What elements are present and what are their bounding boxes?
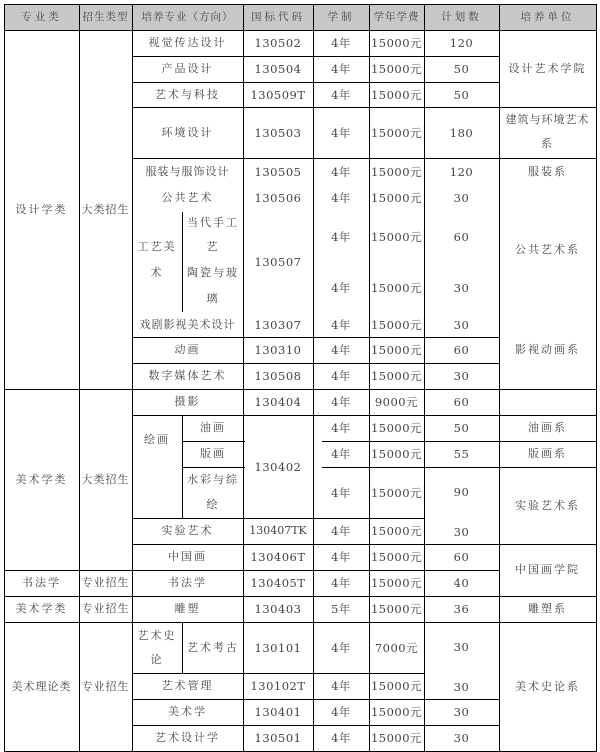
major-cell: 艺术管理: [161, 679, 214, 692]
painting-label: 绘画: [144, 433, 170, 446]
plan-cell: 60: [453, 395, 470, 409]
plan-cell: 30: [453, 318, 470, 332]
tuition-cell: 15000元: [370, 165, 423, 179]
duration-cell: 4年: [331, 165, 351, 179]
tuition-cell: 15000元: [370, 602, 423, 616]
code-cell: 130504: [254, 62, 302, 76]
major-cell: 公共艺术: [161, 191, 214, 204]
tuition-cell: 15000元: [370, 230, 423, 244]
plan-cell: 90: [453, 485, 470, 499]
major-cell: 书法学: [168, 576, 207, 589]
unit-cell: 服装系: [528, 165, 567, 178]
sub-major-cell: 当代手工: [187, 216, 239, 229]
admission-cell: 专业招生: [81, 679, 130, 693]
tuition-cell: 15000元: [370, 421, 423, 435]
sub-major-cell: 水彩与综: [187, 473, 239, 486]
duration-cell: 4年: [331, 705, 351, 719]
plan-cell: 30: [453, 191, 470, 205]
code-cell: 130503: [254, 125, 302, 140]
unit-cell: 系: [541, 137, 554, 150]
unit-cell: 建筑与环境艺术: [505, 113, 590, 126]
major-cell: 美术学: [168, 705, 207, 718]
tuition-cell: 15000元: [370, 281, 423, 295]
admission-cell: 专业招生: [81, 576, 130, 589]
tuition-cell: 15000元: [370, 576, 423, 590]
grid-line: [182, 467, 245, 468]
tuition-cell: 15000元: [370, 447, 423, 461]
header-admission-type: 招生类型: [82, 11, 129, 23]
plan-cell: 60: [453, 550, 470, 564]
header-code: 国标代码: [251, 11, 305, 23]
tuition-cell: 9000元: [374, 395, 419, 409]
duration-cell: 4年: [331, 318, 351, 332]
tuition-cell: 15000元: [370, 87, 423, 102]
duration-cell: 4年: [331, 640, 351, 655]
code-cell: 130406T: [250, 550, 306, 564]
major-cell: 数字媒体艺术: [148, 369, 227, 382]
unit-cell: 雕塑系: [528, 602, 567, 615]
major-cell: 动画: [174, 343, 201, 356]
sub-major-cell: 璃: [206, 292, 220, 305]
duration-cell: 4年: [331, 191, 351, 205]
admission-cell: 大类招生: [81, 202, 130, 216]
plan-cell: 50: [453, 421, 470, 435]
tuition-cell: 15000元: [370, 343, 423, 357]
major-cell: 中国画: [168, 550, 207, 563]
admission-cell: 专业招生: [81, 602, 130, 615]
grid-line: [596, 4, 597, 752]
major-cell: 视觉传达设计: [148, 36, 227, 49]
plan-cell: 55: [453, 447, 470, 461]
major-cell: 实验艺术: [161, 524, 214, 537]
code-cell: 130505: [254, 165, 302, 179]
major-cell: 戏剧影视美术设计: [139, 318, 236, 331]
duration-cell: 4年: [331, 485, 351, 500]
plan-cell: 30: [453, 731, 470, 745]
code-cell: 130407TK: [249, 524, 307, 537]
sub-major-cell: 油画: [200, 421, 226, 434]
sub-major-cell: 版画: [200, 447, 226, 460]
major-cell: 产品设计: [161, 62, 214, 75]
code-cell: 130401: [254, 705, 302, 719]
craft-label: 术: [150, 266, 164, 279]
plan-cell: 60: [453, 343, 470, 357]
header-duration: 学制: [327, 11, 355, 23]
tuition-cell: 7000元: [374, 640, 419, 655]
plan-cell: 30: [453, 705, 470, 719]
duration-cell: 4年: [331, 369, 351, 383]
history-label: 论: [150, 653, 164, 666]
tuition-cell: 15000元: [370, 191, 423, 205]
code-cell: 130509T: [250, 87, 306, 102]
code-cell: 130403: [254, 602, 302, 616]
sub-major-cell: 艺术考古: [187, 640, 239, 654]
sub-major-cell: 艺: [206, 240, 220, 253]
code-cell: 130101: [254, 640, 302, 655]
code-cell: 130404: [254, 395, 302, 409]
header-category: 专业类: [21, 11, 62, 23]
code-cell: 130507: [254, 255, 302, 269]
duration-cell: 4年: [331, 421, 351, 435]
category-cell: 美术学类: [15, 602, 68, 615]
tuition-cell: 15000元: [370, 125, 423, 140]
major-cell: 服装与服饰设计: [145, 165, 230, 178]
major-cell: 雕塑: [174, 602, 201, 615]
tuition-cell: 15000元: [370, 36, 423, 50]
unit-cell: 中国画学院: [515, 563, 580, 576]
category-cell: 美术理论类: [11, 679, 72, 693]
plan-cell: 180: [449, 125, 474, 140]
code-cell: 130501: [254, 731, 302, 745]
duration-cell: 5年: [331, 602, 351, 616]
plan-cell: 40: [453, 576, 470, 590]
tuition-cell: 15000元: [370, 369, 423, 383]
tuition-cell: 15000元: [370, 524, 423, 538]
craft-label: 工艺美: [137, 240, 177, 253]
duration-cell: 4年: [331, 731, 351, 745]
category-cell: 设计学类: [15, 202, 68, 216]
category-cell: 书法学: [22, 576, 61, 589]
unit-cell: 美术史论系: [515, 679, 580, 693]
code-cell: 130405T: [250, 576, 306, 590]
major-cell: 艺术与科技: [155, 87, 220, 101]
duration-cell: 4年: [331, 87, 351, 102]
plan-cell: 30: [453, 680, 470, 694]
header-tuition: 学年学费: [373, 11, 420, 23]
code-cell: 130307: [254, 318, 302, 332]
plan-cell: 120: [449, 165, 474, 179]
duration-cell: 4年: [331, 576, 351, 590]
duration-cell: 4年: [331, 62, 351, 76]
major-cell: 艺术设计学: [155, 731, 220, 744]
unit-cell: 油画系: [528, 421, 567, 434]
tuition-cell: 15000元: [370, 62, 423, 76]
plan-cell: 30: [453, 281, 470, 295]
tuition-cell: 15000元: [370, 550, 423, 564]
major-cell: 摄影: [174, 395, 201, 408]
unit-cell: 版画系: [528, 447, 567, 460]
tuition-cell: 15000元: [370, 705, 423, 719]
header-major: 培养专业（方向）: [141, 11, 234, 23]
duration-cell: 4年: [331, 230, 351, 244]
code-cell: 130310: [254, 343, 302, 357]
tuition-cell: 15000元: [370, 731, 423, 745]
unit-cell: 公共艺术系: [515, 243, 580, 256]
plan-cell: 60: [453, 230, 470, 244]
duration-cell: 4年: [331, 550, 351, 564]
tuition-cell: 15000元: [370, 318, 423, 332]
header-unit: 培养单位: [520, 11, 575, 23]
duration-cell: 4年: [331, 679, 351, 693]
history-label: 艺术史: [137, 629, 177, 642]
plan-cell: 30: [453, 369, 470, 383]
tuition-cell: 15000元: [370, 485, 423, 500]
sub-major-cell: 陶瓷与玻: [187, 266, 239, 279]
duration-cell: 4年: [331, 125, 351, 140]
tuition-cell: 15000元: [370, 679, 423, 693]
grid-line: [132, 158, 597, 159]
unit-cell: 设计艺术学院: [508, 61, 587, 75]
plan-cell: 30: [453, 640, 470, 654]
duration-cell: 4年: [331, 343, 351, 357]
duration-cell: 4年: [331, 447, 351, 461]
major-cell: 环境设计: [161, 125, 214, 139]
category-cell: 美术学类: [15, 472, 68, 486]
code-cell: 130508: [254, 369, 302, 383]
duration-cell: 4年: [331, 36, 351, 50]
unit-cell: 影视动画系: [515, 342, 580, 356]
unit-cell: 实验艺术系: [515, 498, 580, 512]
duration-cell: 4年: [331, 524, 351, 538]
plan-cell: 50: [453, 62, 470, 76]
header-plan: 计划数: [441, 11, 482, 23]
plan-cell: 120: [449, 36, 474, 50]
code-cell: 130402: [254, 459, 302, 474]
duration-cell: 4年: [331, 281, 351, 295]
code-cell: 130502: [254, 36, 302, 50]
plan-cell: 50: [453, 87, 470, 102]
code-cell: 130102T: [250, 679, 306, 693]
admission-cell: 大类招生: [81, 472, 130, 486]
code-cell: 130506: [254, 191, 302, 205]
plan-cell: 36: [453, 602, 470, 616]
duration-cell: 4年: [331, 395, 351, 409]
plan-cell: 30: [453, 525, 470, 539]
sub-major-cell: 绘: [206, 498, 220, 511]
